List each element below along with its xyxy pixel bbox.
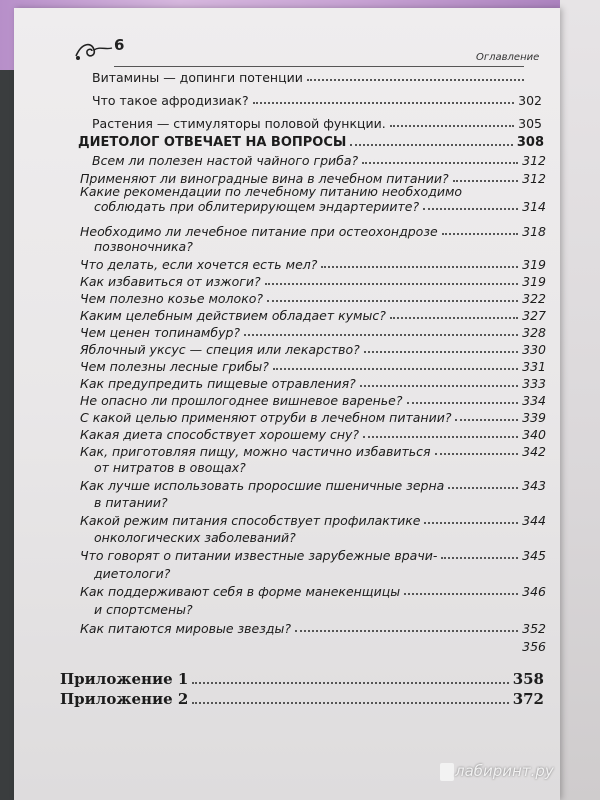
leader-dots [364, 351, 518, 353]
leader-dots [265, 283, 519, 285]
table-of-contents [14, 8, 560, 800]
leader-dots [253, 102, 515, 104]
leader-dots [307, 79, 524, 81]
toc-entry [92, 70, 524, 85]
question-page: 331 [522, 359, 546, 374]
leader-dots [295, 630, 518, 632]
question-text: онкологических заболеваний? [94, 530, 296, 545]
question-text: Как питаются мировые звезды? [80, 621, 291, 636]
question-page: 339 [522, 410, 546, 425]
question-page: 343 [522, 478, 546, 493]
appendix-page: 372 [512, 690, 544, 708]
toc-question [80, 291, 546, 306]
question-text: С какой целью применяют отруби в лечебном питании? [80, 410, 452, 425]
question-text: Как предупредить пищевые отравления? [80, 376, 356, 391]
leader-dots [390, 125, 514, 127]
question-page: 340 [522, 427, 546, 442]
question-text: позвоночника? [94, 239, 193, 254]
leader-dots [267, 300, 518, 302]
question-text: Как избавиться от изжоги? [80, 274, 261, 289]
question-page: 314 [522, 199, 546, 214]
toc-entry-title: Что такое афродизиак? [92, 93, 249, 108]
question-text: Каким целебным действием обладает кумыс? [80, 308, 386, 323]
question-text: Чем ценен топинамбур? [80, 325, 241, 340]
leader-dots [350, 144, 512, 146]
question-page: 344 [522, 513, 546, 528]
question-page: 318 [522, 224, 546, 239]
question-page: 328 [522, 325, 546, 340]
question-page: 327 [522, 308, 546, 323]
question-page: 322 [522, 291, 546, 306]
question-text: Как, приготовляя пищу, можно частично избавиться [80, 444, 431, 459]
question-text: Какая диета способствует хорошему сну? [80, 427, 360, 442]
question-page: 356 [522, 639, 546, 654]
question-page: 345 [522, 548, 546, 563]
toc-question [80, 478, 546, 493]
section-page: 308 [516, 135, 544, 150]
toc-question [80, 513, 546, 528]
toc-question [80, 376, 546, 391]
leader-dots [424, 522, 518, 524]
toc-question [80, 342, 546, 357]
toc-question [80, 444, 546, 459]
toc-section-heading [78, 135, 544, 150]
leader-dots [362, 162, 518, 164]
leader-dots [192, 682, 508, 684]
question-page: 346 [522, 584, 546, 599]
section-title: ДИЕТОЛОГ ОТВЕЧАЕТ НА ВОПРОСЫ [78, 135, 347, 150]
question-text: в питании? [94, 495, 168, 510]
toc-question [80, 359, 546, 374]
question-page: 319 [522, 257, 546, 272]
leader-dots [453, 180, 519, 182]
toc-question [80, 393, 546, 408]
appendix-title: Приложение 2 [60, 690, 189, 708]
leader-dots [192, 702, 508, 704]
toc-question [80, 584, 546, 599]
question-page: 352 [522, 621, 546, 636]
toc-question [80, 639, 546, 654]
question-text: Что говорят о питании известные зарубежные врачи- [80, 548, 438, 563]
question-text: Какой режим питания способствует профилактике [80, 513, 421, 528]
question-text: Применяют ли виноградные вина в лечебном питании? [80, 171, 449, 186]
toc-question [80, 410, 546, 425]
leader-dots [455, 419, 518, 421]
page-number: 6 [114, 36, 125, 54]
toc-entry-page: 305 [518, 116, 542, 131]
watermark: лабиринт.ру [455, 762, 554, 780]
leader-dots [442, 233, 518, 235]
question-text: и спортсмены? [94, 602, 193, 617]
leader-dots [363, 436, 518, 438]
toc-question [80, 257, 546, 272]
toc-entry [92, 93, 542, 108]
question-page: 333 [522, 376, 546, 391]
question-text: соблюдать при облитерирующем эндартериите? [94, 199, 420, 214]
toc-entry-title: Растения — стимуляторы половой функции. [92, 116, 386, 131]
question-text: Чем полезно козье молоко? [80, 291, 264, 306]
question-page: 330 [522, 342, 546, 357]
appendix-page: 358 [512, 670, 544, 688]
toc-question [80, 224, 546, 239]
leader-dots [321, 266, 518, 268]
question-text: от нитратов в овощах? [94, 460, 246, 475]
question-page: 319 [522, 274, 546, 289]
question-page: 312 [522, 153, 546, 168]
toc-entry [92, 116, 542, 131]
leader-dots [244, 334, 518, 336]
toc-question [80, 325, 546, 340]
question-text: Что делать, если хочется есть мел? [80, 257, 318, 272]
toc-question [92, 153, 546, 168]
leader-dots [390, 317, 518, 319]
book-page [14, 8, 560, 800]
leader-dots [435, 453, 519, 455]
leader-dots [273, 368, 518, 370]
question-text: Как лучше использовать проросшие пшеничные зерна [80, 478, 445, 493]
question-page: 312 [522, 171, 546, 186]
toc-appendix [60, 670, 544, 688]
adjacent-page-edge [560, 0, 600, 800]
running-head: Оглавление [476, 52, 540, 63]
question-text: Какие рекомендации по лечебному питанию необходимо [80, 184, 463, 199]
labirint-logo-icon [440, 763, 454, 781]
leader-dots [360, 385, 518, 387]
toc-entry-title: Витамины — допинги потенции [92, 70, 303, 85]
leader-dots [407, 402, 519, 404]
toc-question [80, 308, 546, 323]
question-text: Необходимо ли лечебное питание при остеохондрозе [80, 224, 438, 239]
toc-question [80, 427, 546, 442]
toc-entry-page: 302 [518, 93, 542, 108]
question-page: 342 [522, 444, 546, 459]
toc-question [94, 199, 546, 214]
question-text: Чем полезны лесные грибы? [80, 359, 269, 374]
question-text: Как поддерживают себя в форме манекенщицы [80, 584, 401, 599]
question-text: Яблочный уксус — специя или лекарство? [80, 342, 360, 357]
question-text: диетологи? [94, 566, 171, 581]
leader-dots [423, 208, 518, 210]
toc-question [80, 548, 546, 563]
question-text: Не опасно ли прошлогоднее вишневое варенье? [80, 393, 403, 408]
leader-dots [441, 557, 518, 559]
leader-dots [448, 487, 518, 489]
toc-question [80, 274, 546, 289]
appendix-title: Приложение 1 [60, 670, 189, 688]
question-text: Всем ли полезен настой чайного гриба? [92, 153, 359, 168]
toc-appendix [60, 690, 544, 708]
toc-question [80, 621, 546, 636]
leader-dots [404, 593, 518, 595]
question-page: 334 [522, 393, 546, 408]
